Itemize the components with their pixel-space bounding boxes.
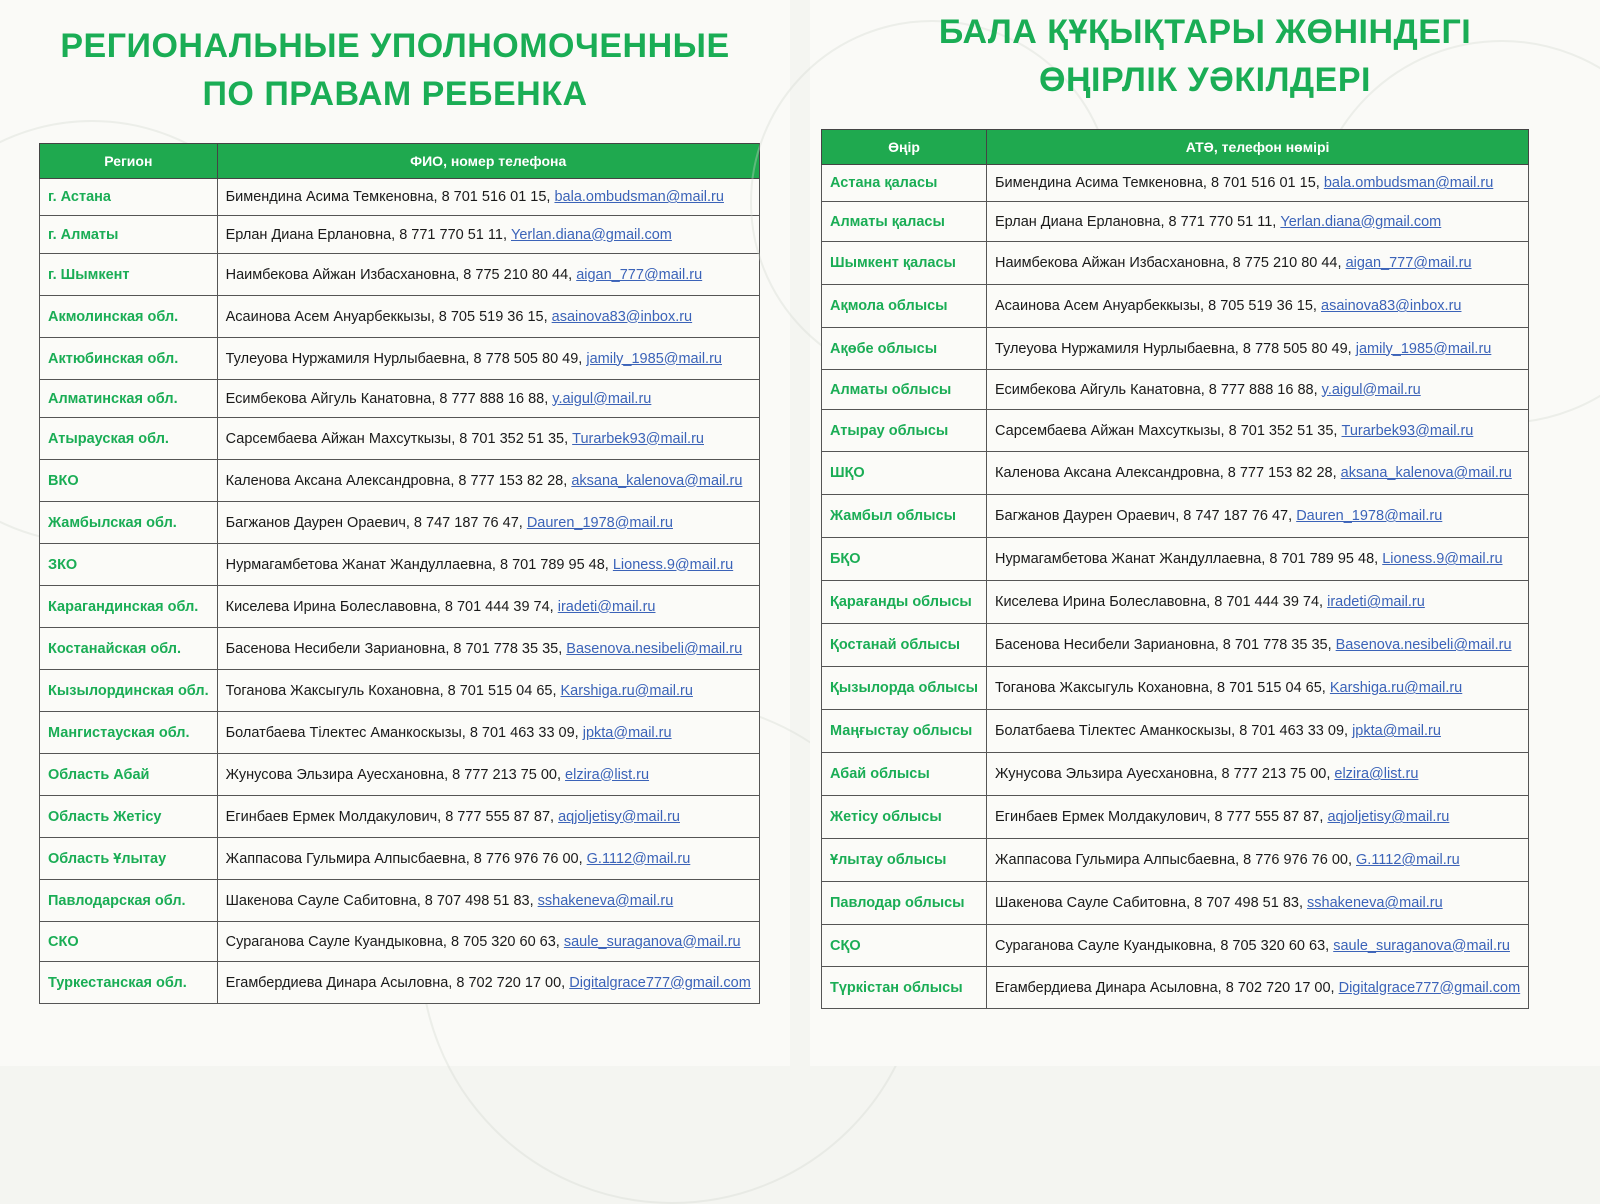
table-row <box>822 370 1529 410</box>
contact-text: Каленова Аксана Александровна, 8 777 153 82 28, <box>995 465 1341 481</box>
email-link[interactable]: Turarbek93@mail.ru <box>1341 422 1474 439</box>
table-row <box>40 254 760 296</box>
region-cell: Қарағанды облысы <box>822 581 987 624</box>
contacts-table-kz <box>821 129 1529 1009</box>
table-row <box>40 179 760 216</box>
contact-text: Асаинова Асем Ануарбеккызы, 8 705 519 36 15, <box>995 298 1321 314</box>
column-header-region: Регион <box>40 144 218 179</box>
table-row <box>40 922 760 962</box>
contact-cell <box>987 967 1529 1009</box>
contact-cell <box>987 410 1529 452</box>
region-cell: Шымкент қаласы <box>822 242 987 285</box>
table-row <box>40 586 760 628</box>
contact-cell <box>987 710 1529 753</box>
region-cell: ШҚО <box>822 452 987 495</box>
contact-text: Сарсембаева Айжан Махсуткызы, 8 701 352 51 35, <box>225 430 573 447</box>
email-link[interactable]: saule_suraganova@mail.ru <box>1333 937 1510 954</box>
contact-cell <box>217 962 759 1004</box>
region-cell: Абай облысы <box>822 753 987 796</box>
contact-cell <box>217 628 759 670</box>
contact-text: Киселева Ирина Болеславовна, 8 701 444 39 74, <box>225 598 558 615</box>
contact-cell <box>217 712 759 754</box>
contact-text: Асаинова Асем Ануарбеккызы, 8 705 519 36 15, <box>225 308 552 325</box>
region-cell: Маңғыстау облысы <box>822 710 987 753</box>
email-link[interactable]: G.1112@mail.ru <box>586 850 691 867</box>
region-cell: Алматы облысы <box>822 370 987 410</box>
region-cell: Қызылорда облысы <box>822 667 987 710</box>
region-cell: Карагандинская обл. <box>40 586 218 628</box>
region-cell: Астана қаласы <box>822 165 987 202</box>
email-link[interactable]: elzira@list.ru <box>1334 766 1419 782</box>
region-cell: Акмолинская обл. <box>40 296 218 338</box>
email-link[interactable]: iradeti@mail.ru <box>557 598 656 615</box>
page-title-kz <box>810 8 1600 104</box>
contact-text: Ерлан Диана Ерлановна, 8 771 770 51 11, <box>995 213 1281 230</box>
region-cell: Туркестанская обл. <box>40 962 218 1004</box>
contact-cell <box>987 285 1529 328</box>
region-cell: Актюбинская обл. <box>40 338 218 380</box>
table-row <box>822 796 1529 839</box>
panel-russian <box>0 0 790 1066</box>
table-row <box>822 202 1529 242</box>
table-header-row <box>40 144 760 179</box>
contact-text: Бимендина Асима Темкеновна, 8 701 516 01 15, <box>225 189 555 205</box>
email-link[interactable]: Karshiga.ru@mail.ru <box>560 682 693 699</box>
contact-cell <box>217 296 759 338</box>
panel-kazakh <box>810 0 1600 1066</box>
table-row <box>40 296 760 338</box>
contact-text: Жаппасова Гульмира Алпысбаевна, 8 776 976 76 00, <box>995 852 1357 868</box>
email-link[interactable]: Lioness.9@mail.ru <box>612 556 734 573</box>
contact-cell <box>217 418 759 460</box>
page-title-ru <box>0 22 790 118</box>
email-link[interactable]: jpkta@mail.ru <box>1352 723 1441 739</box>
email-link[interactable]: sshakeneva@mail.ru <box>537 892 674 909</box>
title-line-2: ӨҢІРЛІК УӘКІЛДЕРІ <box>1039 61 1371 99</box>
table-row <box>822 452 1529 495</box>
region-cell: Ұлытау облысы <box>822 839 987 882</box>
region-cell: Кызылординская обл. <box>40 670 218 712</box>
table-row <box>40 338 760 380</box>
contact-cell <box>987 538 1529 581</box>
table-row <box>822 967 1529 1009</box>
email-link[interactable]: Yerlan.diana@gmail.com <box>1280 213 1442 230</box>
region-cell: ЗКО <box>40 544 218 586</box>
email-link[interactable]: G.1112@mail.ru <box>1356 852 1460 868</box>
table-header-row <box>822 130 1529 165</box>
contacts-table-ru <box>39 143 760 1004</box>
table-row <box>822 328 1529 370</box>
contact-cell <box>987 242 1529 285</box>
region-cell: ВКО <box>40 460 218 502</box>
email-link[interactable]: Basenova.nesibeli@mail.ru <box>566 640 743 657</box>
region-cell: БҚО <box>822 538 987 581</box>
email-link[interactable]: Digitalgrace777@gmail.com <box>569 974 751 991</box>
table-row <box>40 216 760 254</box>
title-line-1: РЕГИОНАЛЬНЫЕ УПОЛНОМОЧЕННЫЕ <box>60 27 730 65</box>
region-cell: Жамбылская обл. <box>40 502 218 544</box>
table-row <box>40 670 760 712</box>
contact-text: Жаппасова Гульмира Алпысбаевна, 8 776 976 76 00, <box>225 850 587 867</box>
contact-text: Сарсембаева Айжан Махсуткызы, 8 701 352 51 35, <box>995 422 1342 439</box>
column-header-contact: ФИО, номер телефона <box>217 144 759 179</box>
table-row <box>40 962 760 1004</box>
contact-cell <box>217 922 759 962</box>
contact-text: Багжанов Даурен Ораевич, 8 747 187 76 47, <box>995 508 1297 524</box>
table-row <box>822 882 1529 925</box>
email-link[interactable]: iradeti@mail.ru <box>1327 594 1425 610</box>
title-line-2: ПО ПРАВАМ РЕБЕНКА <box>202 75 588 113</box>
contact-text: Болатбаева Тілектес Аманкоскызы, 8 701 463 33 09, <box>225 724 583 741</box>
region-cell: Ақмола облысы <box>822 285 987 328</box>
contact-cell <box>987 624 1529 667</box>
email-link[interactable]: Lioness.9@mail.ru <box>1382 551 1503 567</box>
contact-text: Киселева Ирина Болеславовна, 8 701 444 39 74, <box>995 594 1328 610</box>
email-link[interactable]: jpkta@mail.ru <box>582 724 672 741</box>
region-cell: Область Абай <box>40 754 218 796</box>
contact-cell <box>217 338 759 380</box>
contact-text: Басенова Несибели Зариановна, 8 701 778 35 35, <box>225 640 567 657</box>
email-link[interactable]: bala.ombudsman@mail.ru <box>554 189 724 205</box>
email-link[interactable]: bala.ombudsman@mail.ru <box>1323 175 1494 191</box>
contact-cell <box>987 753 1529 796</box>
table-row <box>822 410 1529 452</box>
region-cell: г. Шымкент <box>40 254 218 296</box>
contact-text: Багжанов Даурен Ораевич, 8 747 187 76 47, <box>225 514 527 531</box>
contact-text: Тулеуова Нуржамиля Нурлыбаевна, 8 778 505 80 49, <box>225 350 587 367</box>
region-cell: Мангистауская обл. <box>40 712 218 754</box>
email-link[interactable]: aksana_kalenova@mail.ru <box>571 472 743 489</box>
contact-cell <box>987 667 1529 710</box>
column-header-contact: АТӘ, телефон нөмірі <box>987 130 1529 165</box>
contact-text: Есимбекова Айгуль Канатовна, 8 777 888 16 88, <box>995 381 1322 398</box>
region-cell: СҚО <box>822 925 987 967</box>
contact-cell <box>987 370 1529 410</box>
email-link[interactable]: sshakeneva@mail.ru <box>1307 895 1443 911</box>
contact-cell <box>217 254 759 296</box>
contact-text: Жунусова Эльзира Ауесхановна, 8 777 213 75 00, <box>995 766 1335 782</box>
contact-text: Нурмагамбетова Жанат Жандуллаевна, 8 701 789 95 48, <box>225 556 613 573</box>
region-cell: Түркістан облысы <box>822 967 987 1009</box>
contact-cell <box>217 460 759 502</box>
contact-text: Бимендина Асима Темкеновна, 8 701 516 01 15, <box>995 175 1324 191</box>
contact-cell <box>987 882 1529 925</box>
region-cell: Алматинская обл. <box>40 380 218 418</box>
region-cell: Жамбыл облысы <box>822 495 987 538</box>
email-link[interactable]: Turarbek93@mail.ru <box>572 430 704 447</box>
contact-cell <box>987 796 1529 839</box>
contact-cell <box>217 216 759 254</box>
region-cell: Павлодар облысы <box>822 882 987 925</box>
contact-cell <box>987 452 1529 495</box>
email-link[interactable]: asainova83@inbox.ru <box>1321 298 1462 314</box>
email-link[interactable]: Yerlan.diana@gmail.com <box>511 226 672 243</box>
table-row <box>822 925 1529 967</box>
table-row <box>40 838 760 880</box>
contact-cell <box>217 670 759 712</box>
contact-text: Егамбердиева Динара Асыловна, 8 702 720 17 00, <box>995 979 1339 996</box>
table-row <box>40 502 760 544</box>
table-row <box>822 581 1529 624</box>
contact-text: Егамбердиева Динара Асыловна, 8 702 720 17 00, <box>225 974 570 991</box>
email-link[interactable]: y.aigul@mail.ru <box>552 390 652 407</box>
contact-cell <box>987 328 1529 370</box>
contact-text: Басенова Несибели Зариановна, 8 701 778 35 35, <box>995 637 1336 653</box>
table-row <box>822 285 1529 328</box>
email-link[interactable]: aqjoljetisy@mail.ru <box>1327 809 1450 825</box>
contact-cell <box>217 380 759 418</box>
region-cell: г. Алматы <box>40 216 218 254</box>
contact-text: Ерлан Диана Ерлановна, 8 771 770 51 11, <box>225 226 511 243</box>
table-row <box>40 628 760 670</box>
contact-text: Наимбекова Айжан Избасхановна, 8 775 210 80 44, <box>225 266 577 283</box>
contact-text: Сураганова Сауле Куандыковна, 8 705 320 60 63, <box>225 933 564 950</box>
contact-text: Каленова Аксана Александровна, 8 777 153 82 28, <box>225 472 572 489</box>
table-row <box>40 754 760 796</box>
contact-text: Нурмагамбетова Жанат Жандуллаевна, 8 701 789 95 48, <box>995 551 1383 567</box>
region-cell: Ақөбе облысы <box>822 328 987 370</box>
region-cell: г. Астана <box>40 179 218 216</box>
table-row <box>40 880 760 922</box>
region-cell: Область Жетісу <box>40 796 218 838</box>
contact-text: Тоганова Жаксыгуль Кохановна, 8 701 515 04 65, <box>225 682 561 699</box>
table-row <box>40 544 760 586</box>
contact-cell <box>987 495 1529 538</box>
contact-text: Тулеуова Нуржамиля Нурлыбаевна, 8 778 505 80 49, <box>995 340 1356 357</box>
email-link[interactable]: Dauren_1978@mail.ru <box>526 514 673 531</box>
region-cell: Қостанай облысы <box>822 624 987 667</box>
contact-cell <box>987 839 1529 882</box>
contact-cell <box>987 925 1529 967</box>
table-row <box>822 242 1529 285</box>
table-row <box>822 495 1529 538</box>
table-row <box>822 624 1529 667</box>
region-cell: Алматы қаласы <box>822 202 987 242</box>
contact-cell <box>217 502 759 544</box>
table-row <box>40 418 760 460</box>
contact-cell <box>217 754 759 796</box>
table-row <box>822 667 1529 710</box>
contact-text: Наимбекова Айжан Избасхановна, 8 775 210 80 44, <box>995 255 1346 271</box>
table-row <box>822 753 1529 796</box>
region-cell: СКО <box>40 922 218 962</box>
email-link[interactable]: elzira@list.ru <box>565 766 650 783</box>
email-link[interactable]: Karshiga.ru@mail.ru <box>1329 680 1463 696</box>
table-row <box>822 165 1529 202</box>
table-row <box>40 380 760 418</box>
contact-text: Сураганова Сауле Куандыковна, 8 705 320 60 63, <box>995 937 1334 954</box>
table-row <box>822 538 1529 581</box>
region-cell: Область Ұлытау <box>40 838 218 880</box>
column-header-region: Өңір <box>822 130 987 165</box>
contact-text: Есимбекова Айгуль Канатовна, 8 777 888 16 88, <box>225 390 553 407</box>
contact-cell <box>217 586 759 628</box>
region-cell: Атырауская обл. <box>40 418 218 460</box>
contact-cell <box>217 880 759 922</box>
region-cell: Павлодарская обл. <box>40 880 218 922</box>
email-link[interactable]: aksana_kalenova@mail.ru <box>1340 465 1512 481</box>
email-link[interactable]: asainova83@inbox.ru <box>551 308 693 325</box>
contact-cell <box>987 202 1529 242</box>
contact-text: Жунусова Эльзира Ауесхановна, 8 777 213 75 00, <box>225 766 566 783</box>
contact-cell <box>217 544 759 586</box>
region-cell: Жетісу облысы <box>822 796 987 839</box>
email-link[interactable]: y.aigul@mail.ru <box>1321 381 1421 398</box>
table-row <box>40 712 760 754</box>
contact-text: Егинбаев Ермек Молдакулович, 8 777 555 87 87, <box>995 809 1328 825</box>
contact-cell <box>987 165 1529 202</box>
email-link[interactable]: Dauren_1978@mail.ru <box>1296 508 1443 524</box>
title-line-1: БАЛА ҚҰҚЫҚТАРЫ ЖӨНІНДЕГІ <box>938 13 1472 51</box>
contact-text: Шакенова Сауле Сабитовна, 8 707 498 51 83, <box>225 892 538 909</box>
email-link[interactable]: jamily_1985@mail.ru <box>586 350 722 367</box>
contact-cell <box>987 581 1529 624</box>
contact-text: Болатбаева Тілектес Аманкоскызы, 8 701 463 33 09, <box>995 723 1353 739</box>
email-link[interactable]: jamily_1985@mail.ru <box>1355 340 1492 357</box>
email-link[interactable]: Basenova.nesibeli@mail.ru <box>1335 637 1512 653</box>
table-row <box>40 460 760 502</box>
contact-text: Шакенова Сауле Сабитовна, 8 707 498 51 83, <box>995 895 1308 911</box>
email-link[interactable]: saule_suraganova@mail.ru <box>563 933 741 950</box>
table-row <box>40 796 760 838</box>
contact-cell <box>217 796 759 838</box>
table-row <box>822 710 1529 753</box>
contact-cell <box>217 838 759 880</box>
contact-text: Тоганова Жаксыгуль Кохановна, 8 701 515 04 65, <box>995 680 1330 696</box>
email-link[interactable]: aqjoljetisy@mail.ru <box>558 808 680 825</box>
table-row <box>822 839 1529 882</box>
contact-cell <box>217 179 759 216</box>
region-cell: Костанайская обл. <box>40 628 218 670</box>
email-link[interactable]: aigan_777@mail.ru <box>1345 255 1472 271</box>
email-link[interactable]: aigan_777@mail.ru <box>576 266 703 283</box>
region-cell: Атырау облысы <box>822 410 987 452</box>
email-link[interactable]: Digitalgrace777@gmail.com <box>1338 979 1521 996</box>
contact-text: Егинбаев Ермек Молдакулович, 8 777 555 87 87, <box>225 808 559 825</box>
